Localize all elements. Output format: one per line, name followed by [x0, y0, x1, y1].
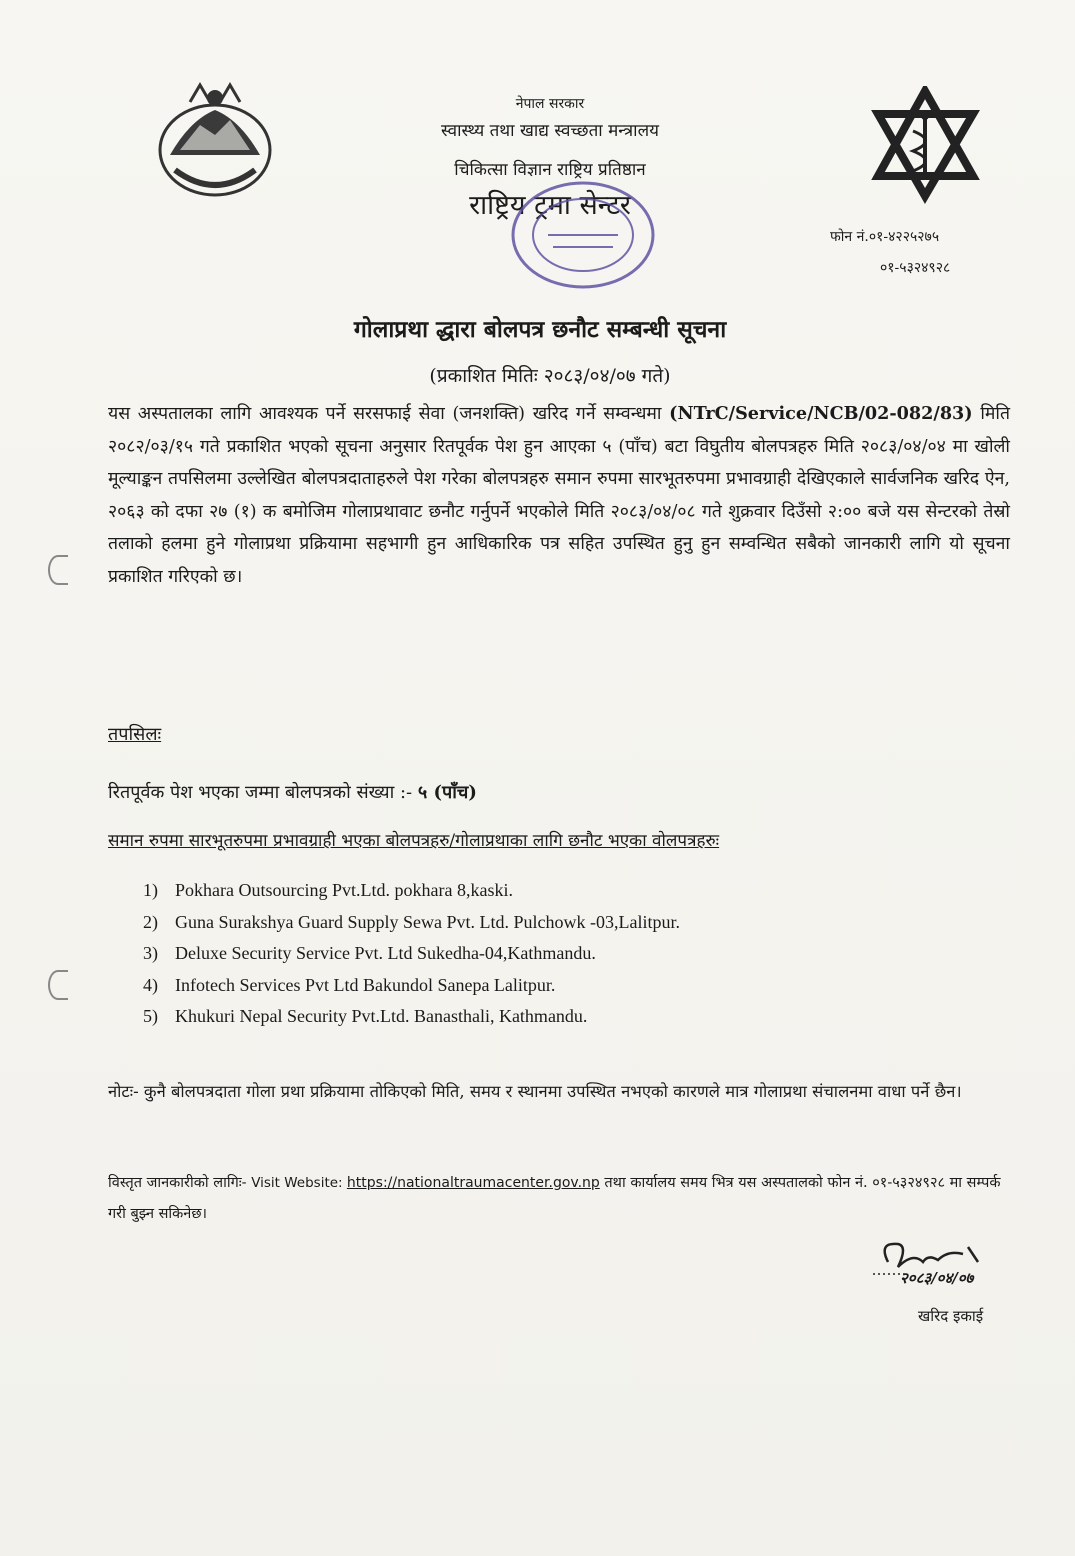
notice-body [108, 398, 1010, 594]
list-item [143, 880, 680, 912]
list-item-number: 5) [143, 1006, 158, 1026]
published-date: (प्रकाशित मितिः २०८३/०४/०७ गते) [429, 365, 671, 387]
more-info [108, 1168, 1008, 1230]
details-heading: तपसिलः [108, 724, 162, 745]
phone-number-1: फोन नं.०१-४२२५२७५ [830, 229, 940, 245]
list-item-number: 3) [143, 943, 158, 963]
bid-count-label: रितपूर्वक पेश भएका जम्मा बोलपत्रको संख्या :- [108, 782, 413, 803]
note-text: नोटः- कुनै बोलपत्रदाता गोला प्रथा प्रक्रियामा तोकिएको मिति, समय र स्थानमा उपस्थित नभएको कारणले मात्र गोलाप्रथा संचालनमा वाधा पर्ने छैन। [108, 1082, 962, 1101]
list-item-text: Khukuri Nepal Security Pvt.Ltd. Banasthali, Kathmandu. [175, 1006, 588, 1026]
signature-date: २०८३/०४/०७ [900, 1269, 974, 1287]
government-label: नेपाल सरकार [515, 96, 585, 112]
list-item [143, 1006, 680, 1038]
more-info-suffix: तथा कार्यालय समय भित्र यस अस्पतालको फोन नं. ०१-५३२४९२८ मा सम्पर्क गरी बुझ्न सकिनेछ। [108, 1175, 1001, 1222]
bid-count-value: ५ (पाँच) [417, 782, 477, 803]
list-item [143, 912, 680, 944]
list-item-text: Infotech Services Pvt Ltd Bakundol Sanepa Lalitpur. [175, 974, 556, 995]
procurement-unit-label: खरिद इकाई [918, 1307, 984, 1325]
list-item-text: Pokhara Outsourcing Pvt.Ltd. pokhara 8,kaski. [175, 880, 513, 900]
trauma-center-star-logo-icon [868, 86, 983, 206]
body-text-start: यस अस्पतालका लागि आवश्यक पर्ने सरसफाई सेवा (जनशक्ति) खरिद गर्ने सम्वन्धमा [108, 404, 670, 424]
list-item-text: Deluxe Security Service Pvt. Ltd Sukedha-04,Kathmandu. [175, 943, 596, 963]
list-item-number: 2) [143, 911, 158, 932]
center-name: राष्ट्रिय ट्रमा सेन्टर [469, 190, 631, 221]
visit-label: Visit Website: [251, 1175, 347, 1191]
more-info-prefix: विस्तृत जानकारीको लागिः- [108, 1175, 252, 1191]
bid-count-line [108, 780, 477, 804]
list-item-text: Guna Surakshya Guard Supply Sewa Pvt. Ltd. Pulchowk -03,Lalitpur. [175, 911, 680, 932]
list-item-number: 4) [143, 974, 158, 995]
bidder-list [143, 880, 680, 1038]
website-link[interactable]: https://nationaltraumacenter.gov.np [346, 1175, 600, 1191]
nepal-government-emblem-icon [150, 80, 280, 210]
reference-number: (NTrC/Service/NCB/02-082/83) [669, 403, 973, 424]
body-text-rest: मिति २०८२/०३/१५ गते प्रकाशित भएको सूचना अनुसार रितपूर्वक पेश हुन आएका ५ (पाँच) बटा विघुतीय बोलपत्रहरु मिति २०८३/०४/०४ मा खोली मूल्याङ्कन तपसिलमा उल्लेखित बोलपत्रदाताहरुले पेश गरेका बोलपत्रहरु समान रुपमा सारभूतरुपमा प्रभावग्राही देखिएकाले सार्वजनिक खरिद ऐन, २०६३ को दफा २७ (१) क बमोजिम गोलाप्रथावाट छनौट गर्नुपर्ने भएकोले मिति २०८३/०४/०८ गते शुक्रवार दिउँसो २:०० बजे यस सेन्टरको तेस्रो तलाको हलमा हुने गोलाप्रथा प्रक्रियामा सहभागी हुन आधिकारिक पत्र सहित उपस्थित हुनु हुन सम्वन्धित सबैको जानकारी लागि यो सूचना प्रकाशित गरिएको छ। [108, 404, 1010, 587]
ministry-label: स्वास्थ्य तथा खाद्य स्वच्छता मन्त्रालय [441, 121, 659, 141]
punch-hole [48, 970, 68, 1000]
list-item-number: 1) [143, 880, 158, 900]
institute-label: चिकित्सा विज्ञान राष्ट्रिय प्रतिष्ठान [454, 160, 646, 180]
list-item [143, 943, 680, 975]
bidder-list-heading: समान रुपमा सारभूतरुपमा प्रभावग्राही भएका बोलपत्रहरु/गोलाप्रथाका लागि छनौट भएका वोलपत्रहरुः [108, 831, 720, 851]
punch-hole [48, 555, 68, 585]
list-item [143, 975, 680, 1007]
phone-number-2: ०१-५३२४९२८ [880, 260, 951, 276]
notice-title: गोलाप्रथा द्धारा बोलपत्र छनौट सम्बन्धी सूचना [353, 316, 727, 343]
office-stamp-icon [498, 175, 668, 295]
